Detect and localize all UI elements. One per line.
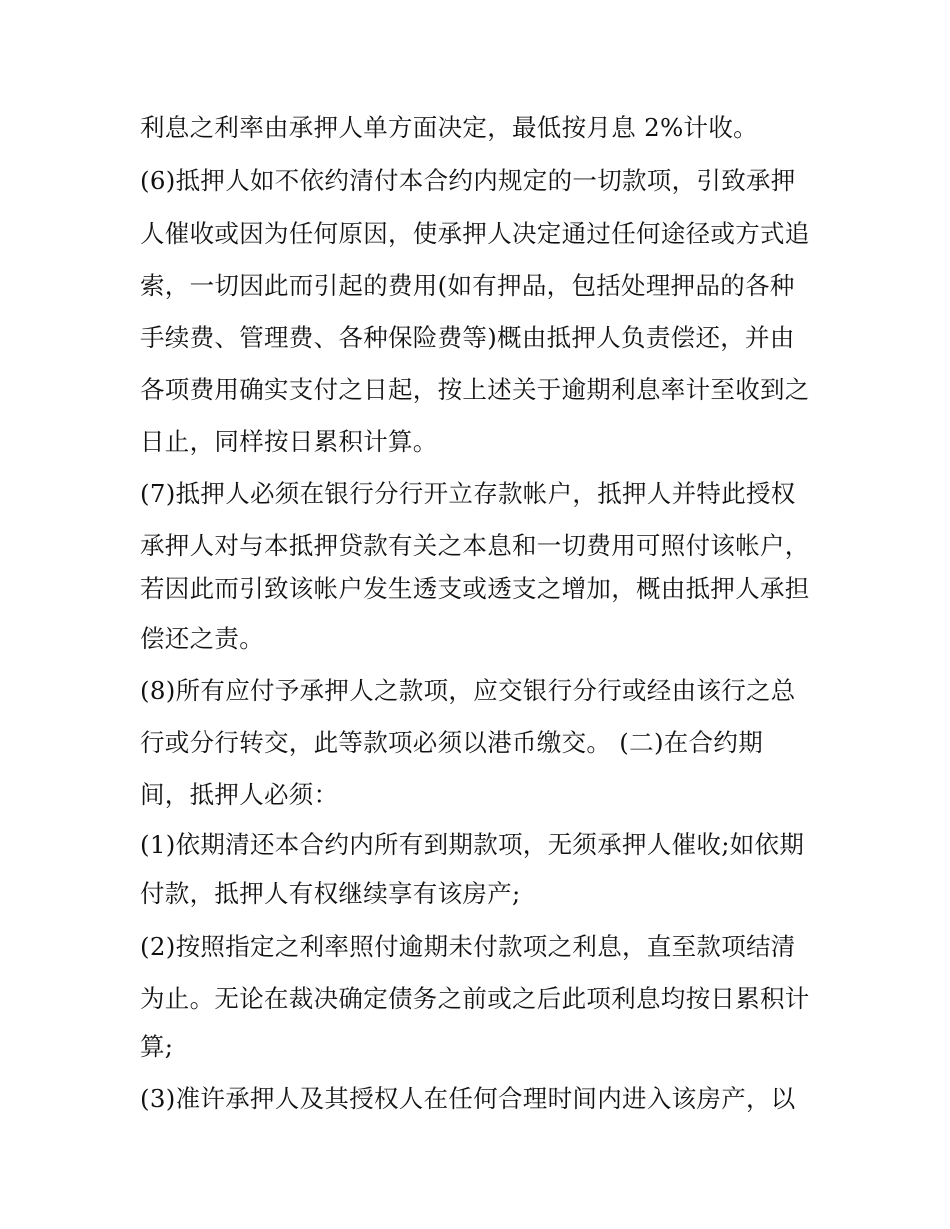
text-line: (7)抵押人必须在银行分行开立存款帐户，抵押人并特此授权 <box>140 479 796 508</box>
text-line: (8)所有应付予承押人之款项，应交银行分行或经由该行之总 <box>140 676 796 705</box>
text-line: 为止。无论在裁决确定债务之前或之后此项利息均按日累积计 <box>140 984 810 1013</box>
text-line: (3)准许承押人及其授权人在任何合理时间内进入该房产，以 <box>140 1084 796 1113</box>
text-line: 算; <box>140 1032 174 1061</box>
text-line: (1)依期清还本合约内所有到期款项，无须承押人催收;如依期 <box>140 830 805 859</box>
text-line: 偿还之责。 <box>140 624 264 653</box>
text-line: 人催收或因为任何原因，使承押人决定通过任何途径或方式追 <box>140 219 810 248</box>
text-line: 索，一切因此而引起的费用(如有押品，包括处理押品的各种 <box>140 271 795 300</box>
text-line: 间，抵押人必须： <box>140 780 339 809</box>
text-line: (2)按照指定之利率照付逾期未付款项之利息，直至款项结清 <box>140 932 796 961</box>
text-line: 若因此而引致该帐户发生透支或透支之增加，概由抵押人承担 <box>140 574 810 603</box>
text-line: 行或分行转交，此等款项必须以港币缴交。 (二)在合约期 <box>140 728 764 757</box>
text-line: 利息之利率由承押人单方面决定，最低按月息 2%计收。 <box>140 113 758 142</box>
text-line: (6)抵押人如不依约清付本合约内规定的一切款项，引致承押 <box>140 166 796 195</box>
text-line: 日止，同样按日累积计算。 <box>140 427 438 456</box>
text-line: 各项费用确实支付之日起，按上述关于逾期利息率计至收到之 <box>140 375 810 404</box>
text-line: 付款，抵押人有权继续享有该房产; <box>140 879 521 908</box>
text-line: 手续费、管理费、各种保险费等)概由抵押人负责偿还，并由 <box>140 323 795 352</box>
text-line: 承押人对与本抵押贷款有关之本息和一切费用可照付该帐户， <box>140 531 810 560</box>
